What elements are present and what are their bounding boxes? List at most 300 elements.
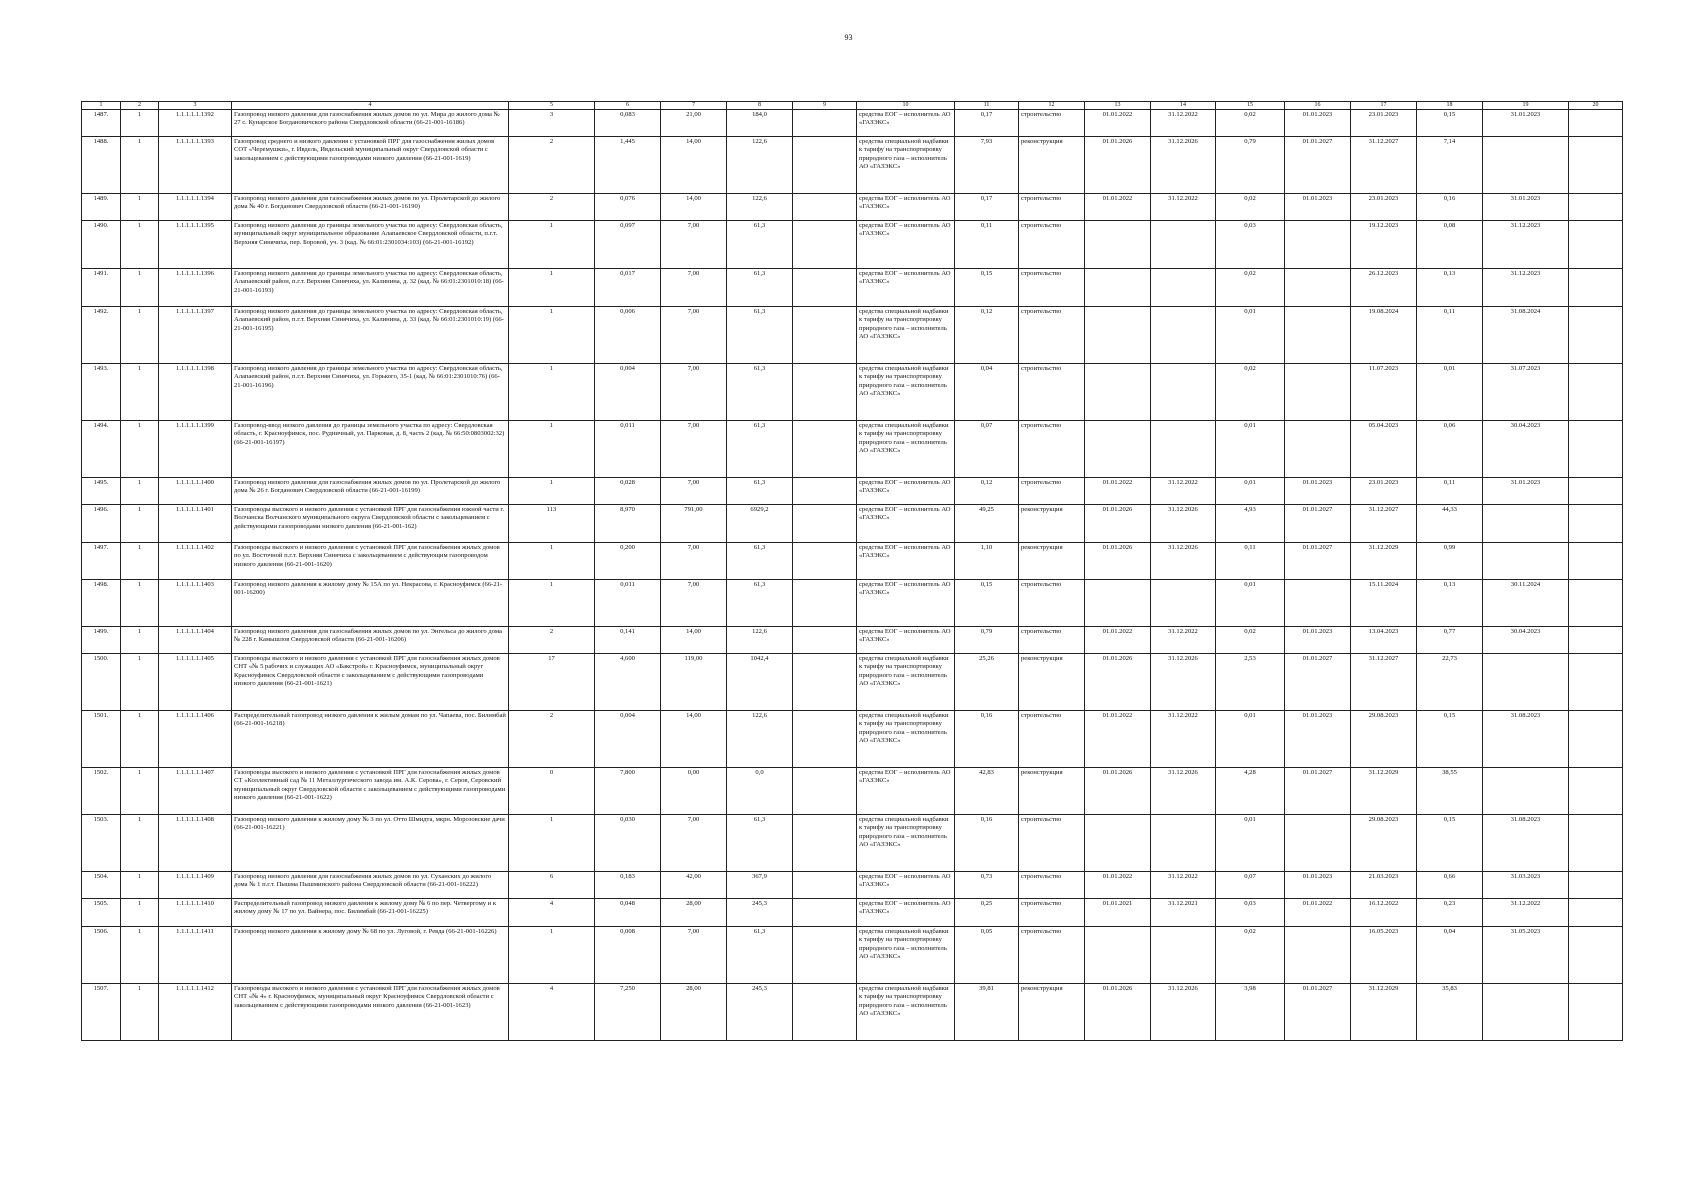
cost-value: 0,17 [955,194,1019,221]
col8-value: 61,3 [727,815,793,872]
col15-value: 0,01 [1216,478,1285,505]
col9-value [793,984,857,1041]
work-type: реконструкция [1019,984,1085,1041]
project-description: Распределительный газопровод низкого давления к жилым домам по ул. Чапаева, пос. Билимбай (66-21-001-16218) [232,711,509,768]
row-number: 1492. [82,307,121,364]
col20-value [1569,711,1623,768]
col17-date: 13.04.2023 [1351,627,1417,654]
col17-date: 15.11.2024 [1351,580,1417,627]
col17-date: 19.08.2024 [1351,307,1417,364]
col9-value [793,221,857,269]
col7-value: 7,00 [661,307,727,364]
cost-value: 0,12 [955,307,1019,364]
col9-value [793,711,857,768]
col17-date: 21.03.2023 [1351,872,1417,899]
project-code: 1.1.1.1.1.1401 [159,505,232,543]
column-number-header [82,102,1623,110]
col7-value: 7,00 [661,221,727,269]
start-date [1085,927,1151,984]
project-description: Газопровод-ввод низкого давления до границы земельного участка по адресу: Свердловская область, г. Красноуфимск, пос. Рудничный, ул. Парковая, д. 8, часть 2 (кад. № 66:50:0803002:32) (66-21-001-16197) [232,421,509,478]
length-value: 0,076 [595,194,661,221]
table-row [82,872,1623,899]
col5-value: 1 [509,269,595,307]
col5-value: 1 [509,364,595,421]
col9-value [793,872,857,899]
table-row [82,927,1623,984]
col20-value [1569,627,1623,654]
column-header-15: 15 [1216,102,1285,110]
project-description: Газопровод среднего и низкого давления с установкой ПРГ для газоснабжения жилых домов СОТ «Черемушки», г. Ивдель, Ивдельский муниципальный округ Свердловской области с закольцеванием с действующими газопроводами низкого давления (66-21-001-1619) [232,137,509,194]
col5-value: 1 [509,307,595,364]
col2-value: 1 [121,421,159,478]
col2-value: 1 [121,927,159,984]
col2-value: 1 [121,543,159,580]
completion-date [1483,984,1569,1041]
cost-value: 0,79 [955,627,1019,654]
col9-value [793,768,857,815]
col18-value: 0,01 [1417,364,1483,421]
col18-value: 0,11 [1417,307,1483,364]
col8-value: 1042,4 [727,654,793,711]
col20-value [1569,815,1623,872]
table-row [82,478,1623,505]
completion-date: 31.03.2023 [1483,872,1569,899]
col5-value: 1 [509,421,595,478]
completion-date: 31.05.2023 [1483,927,1569,984]
col18-value: 44,33 [1417,505,1483,543]
start-date: 01.01.2022 [1085,110,1151,137]
end-date: 31.12.2022 [1151,711,1216,768]
col8-value: 122,6 [727,137,793,194]
row-number: 1487. [82,110,121,137]
funding-source: средства специальной надбавки к тарифу на транспортировку природного газа – исполнитель АО «ГАЗЭКС» [857,984,955,1041]
cost-value: 0,25 [955,899,1019,927]
col7-value: 7,00 [661,927,727,984]
row-number: 1503. [82,815,121,872]
funding-source: средства ЕОГ – исполнитель АО «ГАЗЭКС» [857,110,955,137]
col20-value [1569,654,1623,711]
cost-value: 42,83 [955,768,1019,815]
length-value: 0,183 [595,872,661,899]
end-date: 31.12.2022 [1151,194,1216,221]
col20-value [1569,580,1623,627]
col5-value: 1 [509,478,595,505]
col15-value: 0,79 [1216,137,1285,194]
project-code: 1.1.1.1.1.1404 [159,627,232,654]
col8-value: 367,9 [727,872,793,899]
project-code: 1.1.1.1.1.1408 [159,815,232,872]
col16-value [1285,927,1351,984]
funding-source: средства ЕОГ – исполнитель АО «ГАЗЭКС» [857,194,955,221]
funding-source: средства ЕОГ – исполнитель АО «ГАЗЭКС» [857,768,955,815]
col17-date: 19.12.2023 [1351,221,1417,269]
col2-value: 1 [121,711,159,768]
col16-value [1285,307,1351,364]
funding-source: средства специальной надбавки к тарифу на транспортировку природного газа – исполнитель АО «ГАЗЭКС» [857,654,955,711]
col20-value [1569,307,1623,364]
col8-value: 61,3 [727,927,793,984]
col5-value: 2 [509,194,595,221]
start-date: 01.01.2022 [1085,872,1151,899]
project-description: Газопровод низкого давления к жилому дому № 3 по ул. Отто Шмидта, мкрн. Морозовские дачи (66-21-001-16221) [232,815,509,872]
col15-value: 0,03 [1216,221,1285,269]
completion-date [1483,505,1569,543]
project-description: Газопровод низкого давления для газоснабжения жилых домов по ул. Мира до жилого дома № 27 с. Кунарское Богдановичского района Свердловской области (66-21-001-16186) [232,110,509,137]
project-code: 1.1.1.1.1.1397 [159,307,232,364]
col9-value [793,627,857,654]
cost-value: 0,07 [955,421,1019,478]
start-date: 01.01.2022 [1085,627,1151,654]
col7-value: 14,00 [661,711,727,768]
table-row [82,627,1623,654]
table-row [82,364,1623,421]
col17-date: 31.12.2027 [1351,137,1417,194]
col15-value: 0,01 [1216,815,1285,872]
col5-value: 1 [509,543,595,580]
funding-source: средства ЕОГ – исполнитель АО «ГАЗЭКС» [857,543,955,580]
completion-date [1483,137,1569,194]
funding-source: средства ЕОГ – исполнитель АО «ГАЗЭКС» [857,899,955,927]
project-code: 1.1.1.1.1.1407 [159,768,232,815]
start-date: 01.01.2026 [1085,984,1151,1041]
column-header-11: 11 [955,102,1019,110]
completion-date: 30.11.2024 [1483,580,1569,627]
row-number: 1493. [82,364,121,421]
table-row [82,137,1623,194]
col8-value: 61,3 [727,421,793,478]
work-type: реконструкция [1019,137,1085,194]
project-description: Газопровод низкого давления до границы земельного участка по адресу: Свердловская область, муниципальный округ муниципальное образование Алапаевское Свердловской области, п.г.т. Верхняя Синячиха, пер. Боровой, уч. 3 (кад. № 66:01:2301034:103) (66-21-001-16192) [232,221,509,269]
col8-value: 122,6 [727,627,793,654]
col9-value [793,815,857,872]
col15-value: 3,98 [1216,984,1285,1041]
row-number: 1489. [82,194,121,221]
col16-value: 01.01.2023 [1285,872,1351,899]
col5-value: 6 [509,872,595,899]
project-code: 1.1.1.1.1.1409 [159,872,232,899]
col18-value: 0,11 [1417,478,1483,505]
cost-value: 0,15 [955,269,1019,307]
work-type: строительство [1019,899,1085,927]
col18-value: 7,14 [1417,137,1483,194]
col18-value: 22,73 [1417,654,1483,711]
table-row [82,984,1623,1041]
row-number: 1496. [82,505,121,543]
col16-value [1285,221,1351,269]
end-date [1151,307,1216,364]
col15-value: 4,93 [1216,505,1285,543]
funding-source: средства специальной надбавки к тарифу на транспортировку природного газа – исполнитель АО «ГАЗЭКС» [857,927,955,984]
col16-value: 01.01.2023 [1285,627,1351,654]
project-code: 1.1.1.1.1.1403 [159,580,232,627]
col20-value [1569,110,1623,137]
col18-value: 0,06 [1417,421,1483,478]
col5-value: 3 [509,110,595,137]
col8-value: 6929,2 [727,505,793,543]
funding-source: средства ЕОГ – исполнитель АО «ГАЗЭКС» [857,580,955,627]
col8-value: 61,3 [727,364,793,421]
cost-value: 25,26 [955,654,1019,711]
cost-value: 0,11 [955,221,1019,269]
column-header-3: 3 [159,102,232,110]
col7-value: 42,00 [661,872,727,899]
project-code: 1.1.1.1.1.1392 [159,110,232,137]
col18-value: 0,15 [1417,711,1483,768]
column-header-18: 18 [1417,102,1483,110]
completion-date: 31.01.2023 [1483,110,1569,137]
col9-value [793,478,857,505]
project-description: Газопровод низкого давления для газоснабжения жилых домов по ул. Энгельса до жилого дома № 228 г. Камышлов Свердловской области (66-21-001-16206) [232,627,509,654]
col2-value: 1 [121,364,159,421]
col5-value: 0 [509,768,595,815]
cost-value: 49,25 [955,505,1019,543]
col20-value [1569,364,1623,421]
col16-value: 01.01.2023 [1285,110,1351,137]
end-date [1151,927,1216,984]
col17-date: 31.12.2029 [1351,768,1417,815]
col9-value [793,364,857,421]
col16-value: 01.01.2027 [1285,654,1351,711]
project-code: 1.1.1.1.1.1395 [159,221,232,269]
col17-date: 23.01.2023 [1351,110,1417,137]
length-value: 7,250 [595,984,661,1041]
col2-value: 1 [121,269,159,307]
project-code: 1.1.1.1.1.1412 [159,984,232,1041]
col8-value: 61,3 [727,478,793,505]
col5-value: 2 [509,627,595,654]
funding-source: средства специальной надбавки к тарифу на транспортировку природного газа – исполнитель АО «ГАЗЭКС» [857,364,955,421]
funding-source: средства специальной надбавки к тарифу на транспортировку природного газа – исполнитель АО «ГАЗЭКС» [857,711,955,768]
col15-value: 4,28 [1216,768,1285,815]
col8-value: 245,3 [727,899,793,927]
col17-date: 16.05.2023 [1351,927,1417,984]
length-value: 1,445 [595,137,661,194]
col16-value [1285,421,1351,478]
cost-value: 0,73 [955,872,1019,899]
col5-value: 4 [509,984,595,1041]
col5-value: 1 [509,927,595,984]
col17-date: 23.01.2023 [1351,194,1417,221]
project-description: Газопроводы высокого и низкого давления с установкой ПРГ для газоснабжения жилых домов СНТ «№ 4» г. Красноуфимск, муниципальный округ Красноуфимск Свердловской области с закольцеванием с действующими газопроводами низкого давления (66-21-001-1623) [232,984,509,1041]
row-number: 1497. [82,543,121,580]
col18-value: 35,83 [1417,984,1483,1041]
row-number: 1506. [82,927,121,984]
project-description: Газопровод низкого давления до границы земельного участка по адресу: Свердловская область, Алапаевский район, п.г.т. Верхняя Синячиха, ул. Калинина, д. 32 (кад. № 66:01:2301010:18) (66-21-001-16193) [232,269,509,307]
col17-date: 29.08.2023 [1351,815,1417,872]
col20-value [1569,478,1623,505]
completion-date: 31.08.2023 [1483,711,1569,768]
col8-value: 122,6 [727,194,793,221]
col9-value [793,899,857,927]
col7-value: 7,00 [661,815,727,872]
col5-value: 4 [509,899,595,927]
col15-value: 0,02 [1216,110,1285,137]
col2-value: 1 [121,580,159,627]
row-number: 1507. [82,984,121,1041]
project-code: 1.1.1.1.1.1402 [159,543,232,580]
col18-value: 38,55 [1417,768,1483,815]
cost-value: 0,04 [955,364,1019,421]
project-description: Газопровод низкого давления для газоснабжения жилых домов по ул. Пролетарской до жилого дома № 26 г. Богданович Свердловской области (66-21-001-16199) [232,478,509,505]
funding-source: средства ЕОГ – исполнитель АО «ГАЗЭКС» [857,269,955,307]
table-row [82,505,1623,543]
col5-value: 2 [509,711,595,768]
cost-value: 0,16 [955,815,1019,872]
work-type: строительство [1019,194,1085,221]
col7-value: 7,00 [661,543,727,580]
col15-value: 0,11 [1216,543,1285,580]
col2-value: 1 [121,815,159,872]
row-number: 1488. [82,137,121,194]
col20-value [1569,137,1623,194]
col16-value: 01.01.2027 [1285,137,1351,194]
row-number: 1501. [82,711,121,768]
col5-value: 1 [509,815,595,872]
col20-value [1569,927,1623,984]
length-value: 0,097 [595,221,661,269]
col9-value [793,505,857,543]
table-row [82,269,1623,307]
end-date: 31.12.2026 [1151,768,1216,815]
row-number: 1505. [82,899,121,927]
project-code: 1.1.1.1.1.1396 [159,269,232,307]
start-date [1085,269,1151,307]
col15-value: 0,02 [1216,627,1285,654]
col9-value [793,137,857,194]
end-date: 31.12.2022 [1151,872,1216,899]
row-number: 1498. [82,580,121,627]
col16-value: 01.01.2023 [1285,711,1351,768]
row-number: 1494. [82,421,121,478]
end-date [1151,269,1216,307]
column-header-6: 6 [595,102,661,110]
col16-value [1285,364,1351,421]
table-row [82,421,1623,478]
end-date: 31.12.2026 [1151,984,1216,1041]
end-date: 31.12.2022 [1151,627,1216,654]
length-value: 7,800 [595,768,661,815]
completion-date: 31.01.2023 [1483,478,1569,505]
col7-value: 791,00 [661,505,727,543]
end-date [1151,815,1216,872]
end-date [1151,221,1216,269]
col7-value: 119,00 [661,654,727,711]
col16-value: 01.01.2027 [1285,543,1351,580]
start-date [1085,307,1151,364]
project-code: 1.1.1.1.1.1405 [159,654,232,711]
work-type: реконструкция [1019,768,1085,815]
project-description: Газопроводы высокого и низкого давления с установкой ПРГ для газоснабжения жилых домов СНТ «№ 5 рабочих и служащих АО «Бакстрой» г. Красноуфимск, муниципальный округ Красноуфимск Свердловской области с закольцеванием с действующими газопроводами низкого давления (66-21-001-1621) [232,654,509,711]
col5-value: 1 [509,221,595,269]
col20-value [1569,543,1623,580]
project-description: Газопроводы высокого и низкого давления с установкой ПРГ для газоснабжения жилых домов по ул. Восточной п.г.т. Верхняя Синячиха с закольцеванием с действующим газопроводом низкого давления (66-21-001-1620) [232,543,509,580]
length-value: 0,006 [595,307,661,364]
completion-date: 30.04.2023 [1483,421,1569,478]
column-header-13: 13 [1085,102,1151,110]
work-type: строительство [1019,711,1085,768]
col17-date: 16.12.2022 [1351,899,1417,927]
end-date: 31.12.2026 [1151,505,1216,543]
col20-value [1569,269,1623,307]
table-row [82,899,1623,927]
col15-value: 0,03 [1216,899,1285,927]
work-type: строительство [1019,580,1085,627]
start-date [1085,364,1151,421]
col17-date: 31.12.2029 [1351,543,1417,580]
column-header-5: 5 [509,102,595,110]
column-header-16: 16 [1285,102,1351,110]
col2-value: 1 [121,872,159,899]
col9-value [793,307,857,364]
row-number: 1490. [82,221,121,269]
col16-value [1285,580,1351,627]
col15-value: 0,02 [1216,194,1285,221]
col16-value: 01.01.2027 [1285,505,1351,543]
start-date: 01.01.2026 [1085,137,1151,194]
work-type: строительство [1019,627,1085,654]
funding-source: средства специальной надбавки к тарифу на транспортировку природного газа – исполнитель АО «ГАЗЭКС» [857,307,955,364]
col2-value: 1 [121,899,159,927]
col18-value: 0,66 [1417,872,1483,899]
col18-value: 0,13 [1417,269,1483,307]
row-number: 1502. [82,768,121,815]
table-row [82,815,1623,872]
project-code: 1.1.1.1.1.1411 [159,927,232,984]
col18-value: 0,13 [1417,580,1483,627]
col9-value [793,421,857,478]
col8-value: 0,0 [727,768,793,815]
col8-value: 61,3 [727,221,793,269]
completion-date: 31.07.2023 [1483,364,1569,421]
col9-value [793,543,857,580]
end-date: 31.12.2022 [1151,110,1216,137]
row-number: 1500. [82,654,121,711]
col7-value: 28,00 [661,899,727,927]
col2-value: 1 [121,627,159,654]
column-header-4: 4 [232,102,509,110]
col18-value: 0,04 [1417,927,1483,984]
col7-value: 7,00 [661,421,727,478]
length-value: 0,083 [595,110,661,137]
project-description: Газопроводы высокого и низкого давления с установкой ПРГ для газоснабжения жилых домов СТ «Коллективный сад № 11 Металлургического завода им. А.К. Серова», г. Серов, Серовский муниципальный округ Свердловской области с закольцеванием с действующими газопроводами низкого давления (66-21-001-1622) [232,768,509,815]
col17-date: 26.12.2023 [1351,269,1417,307]
cost-value: 7,93 [955,137,1019,194]
funding-source: средства специальной надбавки к тарифу на транспортировку природного газа – исполнитель АО «ГАЗЭКС» [857,815,955,872]
start-date: 01.01.2022 [1085,194,1151,221]
end-date [1151,421,1216,478]
col20-value [1569,194,1623,221]
col15-value: 0,01 [1216,711,1285,768]
length-value: 0,011 [595,580,661,627]
end-date: 31.12.2026 [1151,654,1216,711]
table-row [82,654,1623,711]
col2-value: 1 [121,505,159,543]
col20-value [1569,984,1623,1041]
row-number: 1495. [82,478,121,505]
project-code: 1.1.1.1.1.1400 [159,478,232,505]
project-code: 1.1.1.1.1.1394 [159,194,232,221]
funding-source: средства ЕОГ – исполнитель АО «ГАЗЭКС» [857,505,955,543]
col9-value [793,654,857,711]
column-header-9: 9 [793,102,857,110]
cost-value: 0,12 [955,478,1019,505]
completion-date: 31.01.2023 [1483,194,1569,221]
col5-value: 113 [509,505,595,543]
length-value: 0,030 [595,815,661,872]
project-description: Распределительный газопровод низкого давления к жилому дому № 6 по пер. Четвергому и к жилому дому № 17 по ул. Вайнера, пос. Билимбай (66-21-001-16225) [232,899,509,927]
col18-value: 0,16 [1417,194,1483,221]
col2-value: 1 [121,307,159,364]
